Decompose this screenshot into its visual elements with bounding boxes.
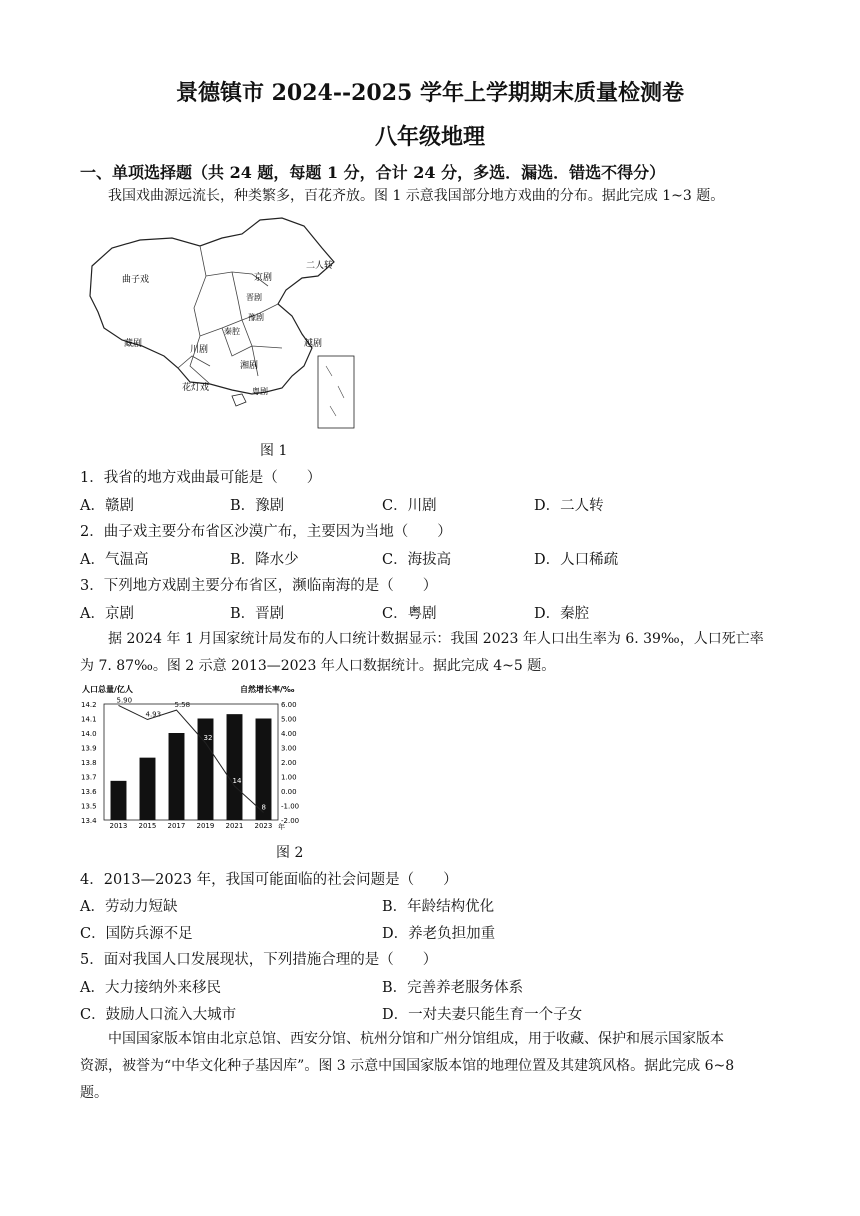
x-tick-label: 2017 bbox=[167, 822, 186, 830]
right-tick-label: 0.00 bbox=[281, 788, 297, 796]
map-label: 晋剧 bbox=[246, 293, 262, 302]
population-bar bbox=[227, 714, 243, 820]
library-paragraph-line2: 资源，被誉为“中华文化种子基因库”。图 3 示意中国国家版本馆的地理位置及其建筑风格。据此完成 6~8 bbox=[80, 1058, 735, 1074]
x-tick-label: 2021 bbox=[225, 822, 244, 830]
x-tick-label: 2015 bbox=[138, 822, 157, 830]
question-1-option-d: D．二人转 bbox=[534, 498, 604, 514]
question-4-option-b: B．年龄结构优化 bbox=[382, 899, 495, 915]
right-tick-label: 5.00 bbox=[281, 715, 297, 724]
question-2: 2．曲子戏主要分布省区沙漠广布，主要因为当地（ ） bbox=[80, 524, 452, 540]
right-tick-label: 2.00 bbox=[281, 759, 297, 767]
figure2-caption: 图 2 bbox=[276, 845, 304, 861]
map-label: 曲子戏 bbox=[122, 275, 150, 285]
population-bar bbox=[169, 733, 185, 820]
figure1-caption: 图 1 bbox=[260, 443, 288, 459]
question-5: 5．面对我国人口发展现状，下列措施合理的是（ ） bbox=[80, 952, 438, 968]
plot-frame bbox=[104, 704, 278, 820]
question-3-option-b: B．晋剧 bbox=[230, 606, 285, 622]
question-5-option-b: B．完善养老服务体系 bbox=[382, 980, 524, 996]
question-2-option-c: C．海拔高 bbox=[382, 552, 452, 568]
population-chart bbox=[80, 684, 310, 832]
map-label: 藏剧 bbox=[124, 339, 143, 349]
question-5-option-c: C．鼓励人口流入大城市 bbox=[80, 1007, 237, 1023]
right-tick-label: 1.00 bbox=[281, 773, 297, 782]
map-label: 湘剧 bbox=[240, 361, 259, 371]
question-5-option-a: A．大力接纳外来移民 bbox=[80, 980, 221, 996]
map-label: 秦腔 bbox=[224, 327, 240, 336]
question-4-option-a: A．劳动力短缺 bbox=[80, 899, 178, 915]
map-label: 二人转 bbox=[306, 261, 334, 271]
left-tick-label: 13.8 bbox=[81, 759, 97, 767]
map-label: 越剧 bbox=[304, 339, 323, 349]
left-tick-label: 14.1 bbox=[81, 715, 97, 724]
x-tick-label: 2023 bbox=[254, 822, 273, 830]
question-2-option-d: D．人口稀疏 bbox=[534, 552, 619, 568]
map-label: 花灯戏 bbox=[182, 383, 210, 393]
intro-paragraph: 我国戏曲源远流长，种类繁多，百花齐放。图 1 示意我国部分地方戏曲的分布。据此完成 1~3 题。 bbox=[108, 188, 725, 204]
right-tick-label: -1.00 bbox=[281, 802, 300, 811]
population-paragraph-line1: 据 2024 年 1 月国家统计局发布的人口统计数据显示：我国 2023 年人口出生率为 6. 39‰，人口死亡率 bbox=[108, 631, 764, 647]
section-heading: 一、单项选择题（共 24 题，每题 1 分，合计 24 分，多选．漏选．错选不得分） bbox=[80, 163, 666, 182]
population-bar bbox=[111, 781, 127, 820]
rate-data-label: 5.58 bbox=[174, 701, 191, 710]
x-tick-label: 2019 bbox=[196, 822, 215, 830]
left-tick-label: 13.9 bbox=[81, 744, 97, 753]
question-3-option-a: A．京剧 bbox=[80, 606, 134, 622]
x-tick-label: 2013 bbox=[109, 822, 128, 830]
question-1-option-a: A．赣剧 bbox=[80, 498, 134, 514]
map-label: 川剧 bbox=[190, 345, 209, 355]
rate-data-label: 4.93 bbox=[145, 710, 162, 719]
right-tick-label: 4.00 bbox=[281, 730, 297, 738]
question-4-option-c: C．国防兵源不足 bbox=[80, 926, 193, 942]
exam-subtitle: 八年级地理 bbox=[374, 124, 485, 150]
question-3-option-d: D．秦腔 bbox=[534, 606, 590, 622]
left-tick-label: 14.0 bbox=[81, 730, 97, 738]
right-tick-label: 6.00 bbox=[281, 701, 297, 709]
question-3: 3．下列地方戏剧主要分布省区，濒临南海的是（ ） bbox=[80, 578, 438, 594]
left-axis-label: 人口总量/亿人 bbox=[82, 685, 133, 694]
population-bar bbox=[140, 758, 156, 820]
left-tick-label: 13.4 bbox=[81, 817, 97, 825]
question-1: 1．我省的地方戏曲最可能是（ ） bbox=[80, 470, 322, 486]
question-1-option-c: C．川剧 bbox=[382, 498, 437, 514]
left-tick-label: 13.6 bbox=[81, 788, 97, 796]
map-label: 京剧 bbox=[254, 273, 273, 283]
library-paragraph-line1: 中国国家版本馆由北京总馆、西安分馆、杭州分馆和广州分馆组成，用于收藏、保护和展示国家版本 bbox=[108, 1031, 724, 1047]
hainan-island bbox=[232, 394, 246, 406]
x-unit-label: 年 bbox=[278, 823, 285, 831]
right-tick-label: 3.00 bbox=[281, 744, 297, 753]
map-label: 豫剧 bbox=[248, 313, 264, 322]
china-outline bbox=[90, 218, 334, 394]
rate-data-label: 14 bbox=[232, 777, 242, 786]
left-tick-label: 13.7 bbox=[81, 773, 97, 782]
rate-data-label: 5.90 bbox=[116, 696, 133, 705]
population-paragraph-line2: 为 7. 87‰。图 2 示意 2013—2023 年人口数据统计。据此完成 4~5 题。 bbox=[80, 658, 556, 674]
south-sea-inset bbox=[318, 356, 354, 428]
rate-data-label: 8 bbox=[261, 803, 266, 812]
right-axis-label: 自然增长率/‰ bbox=[240, 685, 295, 694]
left-tick-label: 13.5 bbox=[81, 802, 97, 811]
rate-data-label: 32 bbox=[203, 733, 213, 742]
question-3-option-c: C．粤剧 bbox=[382, 606, 437, 622]
question-1-option-b: B．豫剧 bbox=[230, 498, 285, 514]
map-label: 粤剧 bbox=[252, 387, 268, 396]
question-5-option-d: D．一对夫妻只能生育一个子女 bbox=[382, 1007, 583, 1023]
question-4: 4．2013—2023 年，我国可能面临的社会问题是（ ） bbox=[80, 872, 458, 888]
question-2-option-a: A．气温高 bbox=[80, 552, 149, 568]
question-4-option-d: D．养老负担加重 bbox=[382, 926, 496, 942]
question-2-option-b: B．降水少 bbox=[230, 552, 299, 568]
right-tick-label: -2.00 bbox=[281, 817, 300, 825]
library-paragraph-line3: 题。 bbox=[80, 1085, 108, 1101]
china-opera-map bbox=[82, 216, 362, 434]
left-tick-label: 14.2 bbox=[81, 701, 97, 709]
exam-title: 景德镇市 2024--2025 学年上学期期末质量检测卷 bbox=[175, 80, 685, 106]
